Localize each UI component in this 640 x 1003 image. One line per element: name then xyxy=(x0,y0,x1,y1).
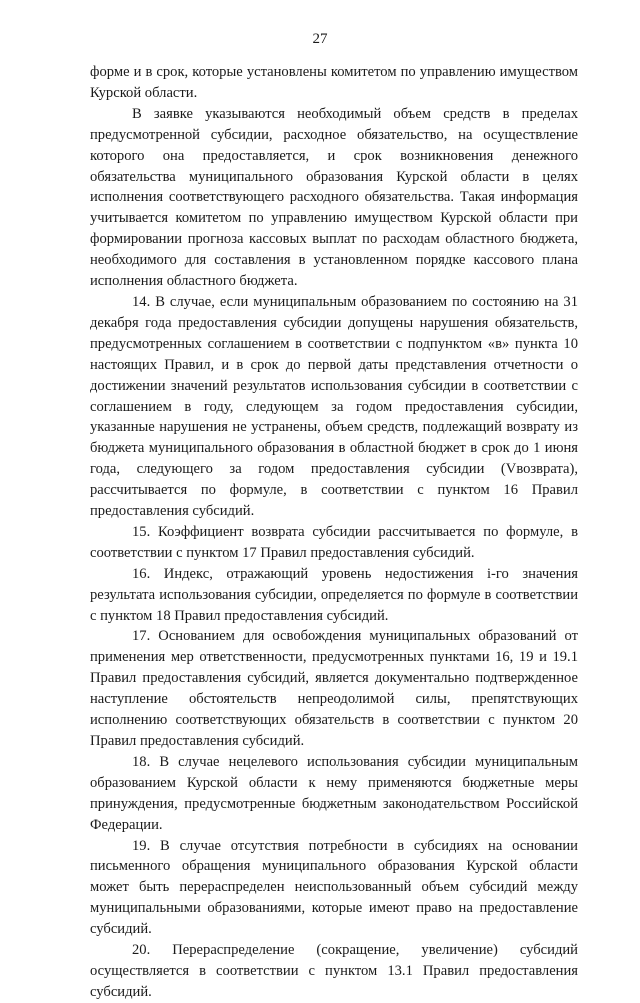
paragraph-continuation: форме и в срок, которые установлены комитетом по управлению имуществом Курской области. xyxy=(90,64,578,101)
paragraph-item-14: 14. В случае, если муниципальным образованием по состоянию на 31 декабря года предоставления субсидии допущены нарушения обязательств, предусмотренных соглашением в соответствии с подпунктом «в» пункта 10 настоящих Правил, и в срок до первой даты представления отчетности о достижении значений результатов использования субсидии в соответствии с соглашением в году, следующем за годом предоставления субсидии, указанные нарушения не устранены, объем средств, подлежащий возврату из бюджета муниципального образования в областной бюджет в срок до 1 июня года, следующего за годом предоставления субсидии (Vвозврата), рассчитывается по формуле, в соответствии с пунктом 16 Правил предоставления субсидий. xyxy=(90,293,578,520)
paragraph-item-17: 17. Основанием для освобождения муниципальных образований от применения мер ответственности, предусмотренных пунктами 16, 19 и 19.1 Правил предоставления субсидий, является документально подтвержденное наступление обстоятельств непреодолимой силы, препятствующих исполнению соответствующих обязательств в соответствии с пунктом 20 Правил предоставления субсидий. xyxy=(90,628,578,749)
page-number: 27 xyxy=(312,31,328,47)
paragraph-item-16: 16. Индекс, отражающий уровень недостижения i-го значения результата использования субсидии, определяется по формуле в соответствии с пунктом 18 Правил предоставления субсидий. xyxy=(90,565,578,624)
paragraph-item-15: 15. Коэффициент возврата субсидии рассчитывается по формуле, в соответствии с пунктом 17 Правил предоставления субсидий. xyxy=(90,523,578,561)
paragraph-item-18: 18. В случае нецелевого использования субсидии муниципальным образованием Курской области к нему применяются бюджетные меры принуждения, предусмотренные бюджетным законодательством Российской Федерации. xyxy=(90,753,578,833)
paragraph-item-20: 20. Перераспределение (сокращение, увеличение) субсидий осуществляется в соответствии с пунктом 13.1 Правил предоставления субсидий. xyxy=(90,942,578,1000)
document-body xyxy=(90,62,578,1003)
paragraph-application-details: В заявке указываются необходимый объем средств в пределах предусмотренной субсидии, расходное обязательство, на осуществление которого она предоставляется, и срок возникновения денежного обязательства муниципального образования Курской области в целях исполнения соответствующего расходного обязательства. Такая информация учитывается комитетом по управлению имуществом Курской области при формировании прогноза кассовых выплат по расходам областного бюджета, необходимого для составления в установленном порядке кассового плана исполнения областного бюджета. xyxy=(90,105,578,290)
paragraph-item-19: 19. В случае отсутствия потребности в субсидиях на основании письменного обращения муниципального образования Курской области может быть перераспределен неиспользованный объем субсидий между муниципальными образованиями, которые имеют право на предоставление субсидий. xyxy=(90,837,578,938)
